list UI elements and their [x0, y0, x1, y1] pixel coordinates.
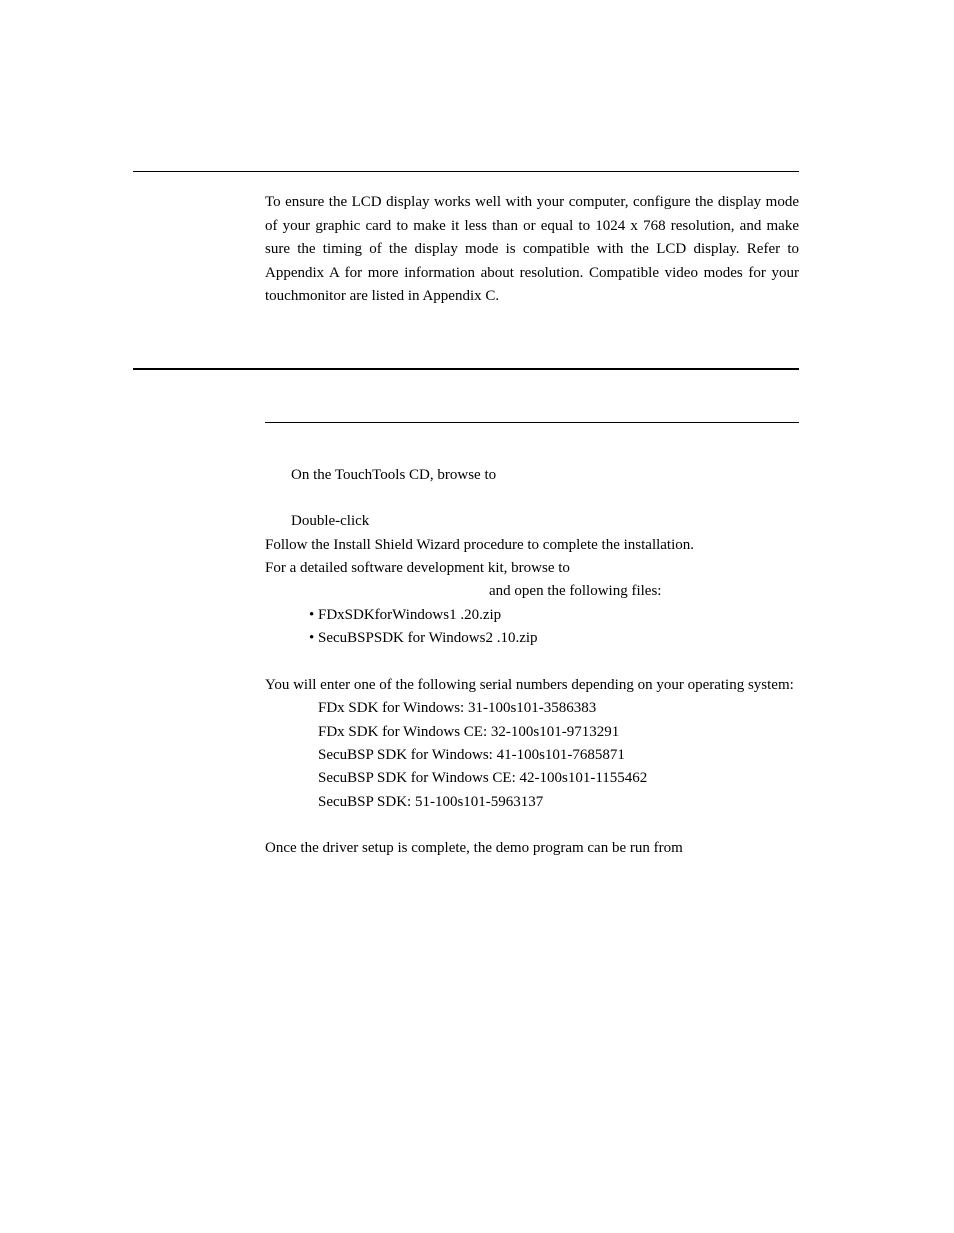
step-sdk-browse: For a detailed software development kit, browse to	[265, 560, 570, 576]
serial-number-line: SecuBSP SDK for Windows CE: 42-100s101-1155462	[318, 770, 648, 786]
serial-number-line: FDx SDK for Windows: 31-100s101-3586383	[318, 700, 597, 716]
step-follow-wizard: Follow the Install Shield Wizard procedure to complete the installation.	[265, 537, 695, 553]
subsection-rule	[265, 422, 799, 423]
serial-number-line: SecuBSP SDK for Windows: 41-100s101-7685871	[318, 747, 625, 763]
serial-number-line: SecuBSP SDK: 51-100s101-5963137	[318, 794, 544, 810]
step-open-files: and open the following files:	[489, 583, 662, 599]
serial-number-line: FDx SDK for Windows CE: 32-100s101-9713291	[318, 724, 620, 740]
step-double-click: Double-click	[291, 513, 370, 529]
closing-line: Once the driver setup is complete, the demo program can be run from	[265, 840, 683, 856]
section-rule-thick	[133, 368, 799, 370]
section-rule-top	[133, 171, 799, 172]
step-browse-cd: On the TouchTools CD, browse to	[291, 467, 497, 483]
display-mode-paragraph: To ensure the LCD display works well with your computer, configure the display mode of your graphic card to make it less than or equal to 1024 x 768 resolution, and make sure the timing of the display mode is compatible with the LCD display. Refer to Appendix A for more information about resolution. Compatible video modes for your touchmonitor are listed in Appendix C.	[265, 194, 799, 305]
file-list-item: • SecuBSPSDK for Windows2 .10.zip	[309, 630, 538, 646]
serial-intro: You will enter one of the following serial numbers depending on your operating system:	[265, 677, 794, 693]
file-list-item: • FDxSDKforWindows1 .20.zip	[309, 607, 502, 623]
